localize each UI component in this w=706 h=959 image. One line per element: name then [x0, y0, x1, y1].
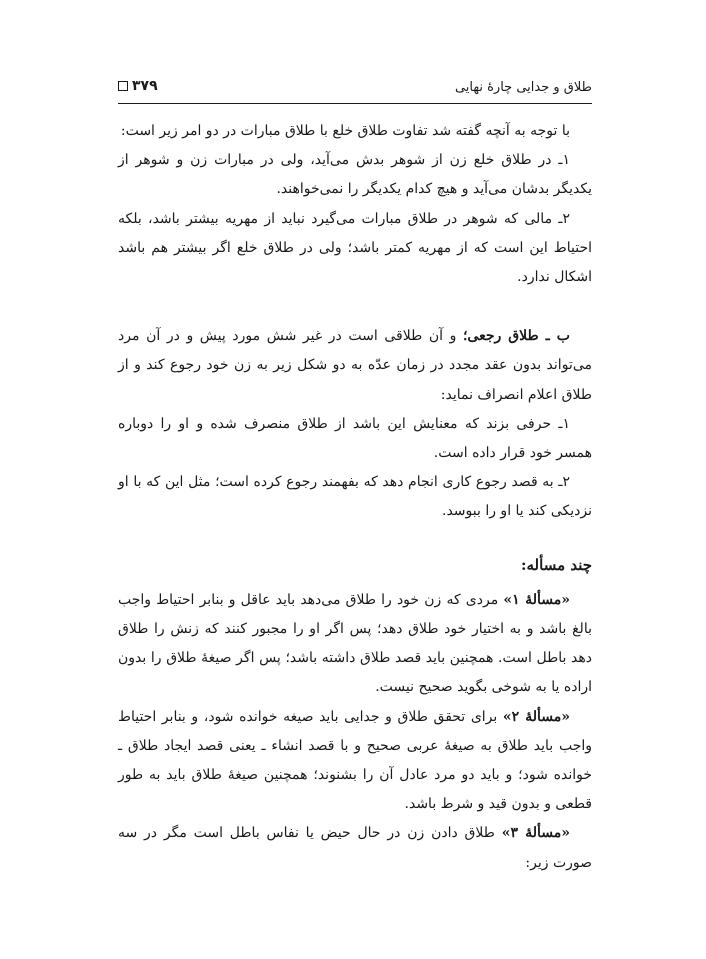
page-header — [118, 74, 592, 100]
issue-1-text: مردی که زن خود را طلاق می‌دهد باید عاقل و بنابر احتیاط واجب بالغ باشد و به اختیار خود طلاق دهد؛ پس اگر او را مجبور کنند که زنش را طلاق دهد باطل است. همچنین باید قصد طلاق داشته باشد؛ پس اگر صیغهٔ طلاق را بدون اراده یا به شوخی بگوید صحیح نیست. — [118, 591, 592, 696]
page-number — [118, 78, 158, 94]
section-spacer — [118, 292, 592, 322]
issue-1-paragraph — [118, 586, 592, 703]
issue-3-label: «مسألهٔ ۳» — [501, 825, 570, 842]
difference-1-paragraph: ۱ـ در طلاق خلع زن از شوهر بدش می‌آید، ولی در مبارات زن و شوهر از یکدیگر بدشان می‌آید و هیچ کدام یکدیگر را نمی‌خواهند. — [118, 152, 592, 198]
issue-3-text: طلاق دادن زن در حال حیض یا نفاس باطل است مگر در سه صورت زیر: — [118, 825, 592, 871]
issue-3-paragraph — [118, 819, 592, 877]
issue-2-text: برای تحقق طلاق و جدایی باید صیغه خوانده شود، و بنابر احتیاط واجب باید طلاق به صیغهٔ عربی صحیح و با قصد انشاء ـ یعنی قصد ایجاد طلاق ـ خوانده شود؛ و باید دو مرد عادل آن را بشنوند؛ همچنین صیغهٔ طلاق باید به طور قطعی و بدون قید و شرط باشد. — [118, 708, 592, 813]
header-rule — [118, 103, 592, 104]
rajei-paragraph — [118, 322, 592, 410]
intro-paragraph: با توجه به آنچه گفته شد تفاوت طلاق خلع با طلاق مبارات در دو امر زیر است: — [120, 123, 570, 139]
page-number-box-icon — [118, 81, 128, 91]
page-number-text: ۳۷۹ — [132, 78, 158, 94]
rajei-title: ب ـ طلاق رجعی؛ — [462, 328, 570, 345]
rajei-text: و آن طلاقی است در غیر شش مورد پیش و در آن مرد می‌تواند بدون عقد مجدد در زمان عدّه به دو شکل زیر به زن خود رجوع کند و از طلاق اعلام انصراف نماید: — [118, 328, 592, 403]
rajei-item-1: ۱ـ حرفی بزند که معنایش این باشد از طلاق منصرف شده و او را دوباره همسر خود قرار داده است. — [118, 415, 592, 462]
issue-2-label: «مسألهٔ ۲» — [502, 708, 570, 725]
issue-1-label: «مسألهٔ ۱» — [503, 591, 571, 608]
running-title: طلاق و جدایی چارهٔ نهایی — [454, 80, 592, 95]
issue-2-paragraph — [118, 703, 592, 820]
issues-heading: چند مسأله: — [520, 555, 592, 574]
page-body — [118, 117, 592, 878]
heading-spacer — [118, 527, 592, 551]
difference-2-paragraph: ۲ـ مالی که شوهر در طلاق مبارات می‌گیرد نباید از مهریه بیشتر باشد، بلکه احتیاط این است که از مهریه کمتر باشد؛ ولی در طلاق خلع اگر بیشتر هم باشد اشکال ندارد. — [118, 210, 592, 286]
rajei-item-2: ۲ـ به قصد رجوع کاری انجام دهد که بفهمند رجوع کرده است؛ مثل این که با او نزدیکی کند یا او را ببوسد. — [118, 474, 592, 520]
